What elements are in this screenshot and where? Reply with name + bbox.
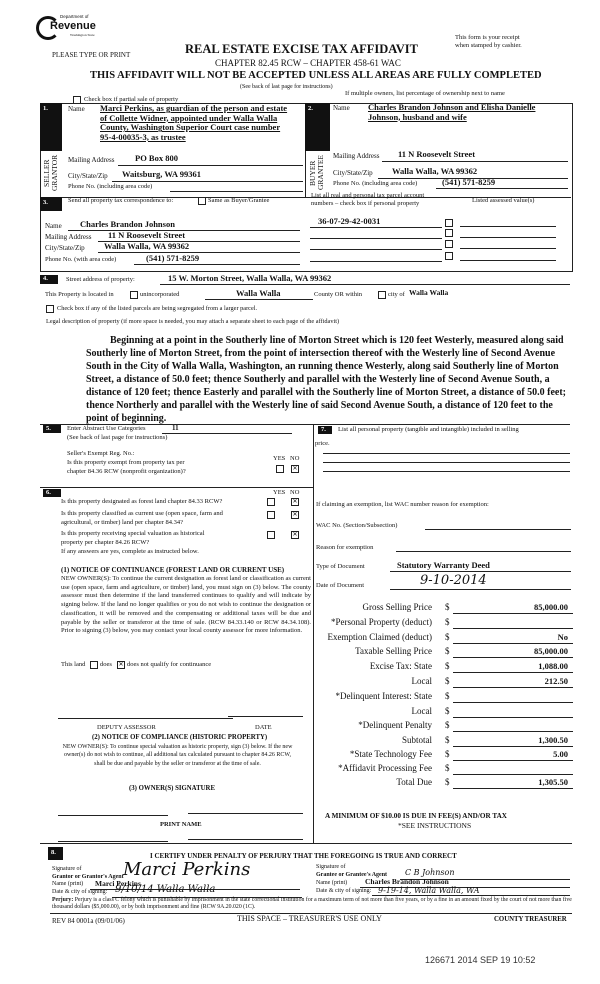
- exemption-claim-label: If claiming an exemption, list WAC number reason for exemption:: [316, 501, 489, 508]
- buyer-grantee-label: BUYER GRANTEE: [308, 155, 325, 191]
- grantee-signature[interactable]: C B Johnson: [405, 868, 455, 877]
- finance-label: Local: [411, 676, 432, 686]
- personal-property-checkbox[interactable]: [445, 240, 453, 248]
- minimum-due-note: A MINIMUM OF $10.00 IS DUE IN FEE(S) AND/OR TAX: [325, 812, 507, 820]
- historic-question: Is this property receiving special valuation as historical: [61, 530, 205, 537]
- please-type: PLEASE TYPE OR PRINT: [52, 51, 131, 59]
- grantee-agent-label: Grantee or Grantee's Agent: [316, 872, 388, 878]
- buyer-phone-label: Phone No. (including area code): [333, 180, 418, 187]
- finance-value[interactable]: 85,000.00: [534, 646, 568, 656]
- document-date-value[interactable]: 9-10-2014: [420, 573, 487, 588]
- grantee-signature-label: Signature of: [316, 864, 346, 870]
- assessed-value-label: Listed assessed value(s): [472, 197, 535, 204]
- exempt-question: Is this property exempt from property tax per: [67, 459, 185, 466]
- finance-underline: [453, 628, 573, 629]
- parcel-list-label: List all real and personal tax parcel account: [311, 192, 425, 199]
- seller-mail-label: Mailing Address: [68, 156, 115, 164]
- print-name-label: PRINT NAME: [160, 821, 202, 828]
- finance-label: *Delinquent Interest: State: [335, 691, 432, 701]
- send-correspondence-label: Send all property tax correspondence to:: [68, 197, 174, 204]
- buyer-city-value[interactable]: Walla Walla, WA 99362: [392, 166, 478, 176]
- document-date-label: Date of Document: [316, 582, 365, 589]
- unincorporated-label: unincorporated: [140, 291, 180, 298]
- same-as-buyer-label: Same as Buyer/Grantee: [208, 197, 270, 204]
- deputy-date-label: DATE: [255, 724, 272, 731]
- seller-phone-label: Phone No. (including area code): [68, 183, 153, 190]
- finance-label: *Affidavit Processing Fee: [338, 763, 432, 773]
- if-yes-note: If any answers are yes, complete as instructed below.: [61, 548, 199, 555]
- forest-land-question: Is this property designated as forest land chapter 84.33 RCW?: [61, 498, 223, 505]
- buyer-mail-label: Mailing Address: [333, 152, 380, 160]
- finance-label: Subtotal: [401, 735, 432, 745]
- finance-underline: [453, 657, 573, 658]
- does-label: does: [100, 661, 112, 668]
- form-revision: REV 84 0001a (09/01/06): [52, 917, 125, 925]
- county-value[interactable]: Walla Walla: [236, 288, 281, 298]
- seller-city-label: City/State/Zip: [68, 172, 108, 180]
- finance-value[interactable]: 1,305.50: [538, 777, 568, 787]
- finance-value[interactable]: 212.50: [544, 676, 568, 686]
- grantee-name-print-label: Name (print): [316, 880, 348, 886]
- exempt-question-2: chapter 84.36 RCW (nonprofit organization)?: [67, 468, 186, 475]
- dollar-sign: $: [445, 602, 450, 612]
- receipt-note: This form is your receipt: [455, 34, 520, 41]
- perjury-label: Perjury:: [52, 897, 74, 903]
- dollar-sign: $: [445, 706, 450, 716]
- treasurer-use-label: THIS SPACE – TREASURER'S USE ONLY: [237, 914, 382, 923]
- buyer-name-label: Name: [333, 104, 350, 112]
- finance-underline: [453, 672, 573, 673]
- exemption-reason-label: Reason for exemption: [316, 544, 374, 551]
- logo-wordmark: Revenue: [50, 20, 96, 32]
- section-4-label: 4.: [40, 275, 58, 284]
- perjury-text: Perjury is a class C felony which is punishable by imprisonment in the state correctional institution for a maximum term of not more than five years, or by a fine in an amount fixed by the court of not more than five thousand dollars ($5,000.00), or by both imprisonment and fine (RCW 9A.20.020 (1C).: [52, 897, 572, 911]
- does-not-label: does not qualify for continuance: [127, 661, 212, 668]
- finance-underline: [453, 746, 573, 747]
- finance-underline: [453, 643, 573, 644]
- seller-name-line: County, Washington Superior Court case number: [100, 122, 281, 133]
- treasurer-stamp: 126671 2014 SEP 19 10:52: [425, 955, 536, 965]
- notice-continuance-text: NEW OWNER(S): To continue the current designation as forest land or classification as current use (open space, farm and agriculture, or timber) land, you must sign on (3) below. The county assessor must then determine if the land transferred continues to qualify and will indicate by signing below. If the land no longer qualifies or you do not wish to continue the designation or classification, it will be removed and the compensating or additional taxes will be due and payable by the seller or transferor at the time of sale. (RCW 84.33.140 or RCW 84.34.108). Prior to signing (3) below, you may contact your local county assessor for more information.: [61, 575, 311, 635]
- forest-yes-checkbox[interactable]: [267, 498, 275, 506]
- perjury-notice: [52, 897, 572, 911]
- grantor-date-city-label: Date & city of signing:: [52, 889, 108, 895]
- section-1-label: 1.: [40, 103, 62, 151]
- unincorporated-checkbox[interactable]: [130, 291, 138, 299]
- segregated-checkbox[interactable]: [46, 305, 54, 313]
- current-use-yes-checkbox[interactable]: [267, 511, 275, 519]
- tax-city-value[interactable]: Walla Walla, WA 99362: [104, 241, 190, 251]
- street-address-label: Street address of property:: [66, 276, 135, 283]
- finance-underline: [453, 702, 573, 703]
- yes-header: YES: [273, 489, 286, 496]
- notice-continuance-title: (1) NOTICE OF CONTINUANCE (FOREST LAND OR CURRENT USE): [61, 566, 285, 574]
- grantor-date-city-value[interactable]: 9/10/14 Walla Walla: [115, 884, 216, 895]
- multiple-owners-note: If multiple owners, list percentage of ownership next to name: [345, 90, 505, 97]
- dollar-sign: $: [445, 735, 450, 745]
- buyer-name-line: Charles Brandon Johnson and Elisha Danielle: [368, 102, 536, 112]
- does-not-qualify-checkbox-checked[interactable]: ✕: [118, 662, 124, 668]
- finance-label: Local: [411, 706, 432, 716]
- dollar-sign: $: [445, 617, 450, 627]
- dollar-sign: $: [445, 720, 450, 730]
- form-chapter: CHAPTER 82.45 RCW – CHAPTER 458-61 WAC: [215, 58, 401, 68]
- grantor-agent-label: Grantor or Grantor's Agent: [52, 874, 124, 880]
- county-treasurer-label: COUNTY TREASURER: [494, 916, 567, 923]
- exempt-no-checkbox-checked[interactable]: ✕: [292, 466, 298, 472]
- finance-label: *Personal Property (deduct): [331, 617, 432, 627]
- logo-sub: Washington State: [70, 33, 95, 37]
- grantee-date-city-value[interactable]: 9-19-14, Walla Walla, WA: [378, 886, 480, 895]
- personal-property-label: List all personal property (tangible and intangible) included in selling: [338, 426, 519, 433]
- notice-compliance-text: NEW OWNER(S): To continue special valuation as historic property, sign (3) below. If the new owner(s) do not wish to continue, all additional tax calculated pursuant to chapter 84.26 RCW, shall be due and payable by the seller or transferor at the time of sale.: [62, 744, 293, 767]
- dollar-sign: $: [445, 646, 450, 656]
- finance-label: *State Technology Fee: [349, 749, 432, 759]
- seller-name-label: Name: [68, 105, 85, 113]
- finance-label: Total Due: [396, 777, 432, 787]
- dollar-sign: $: [445, 691, 450, 701]
- buyer-name-line: Johnson, husband and wife: [368, 111, 467, 122]
- finance-value[interactable]: 1,300.50: [538, 735, 568, 745]
- legal-description-text: Beginning at a point in the Southerly line of Morton Street which is 120 feet Westerly, measured along said Southerly line of Morton Street, from the point of intersection thereof with the Westerly line of Second Avenue South in the City of Walla Walla, Washington, an running thence Westerly, along said Southerly line of Morton Street, a distance of 50.0 feet; thence Southerly and parallel with the Westerly line of Second Avenue South, a distance of 120 feet; thence Easterly and parallel with the Southerly line of Morton Street, a distance of 50.0 feet; thence Northerly and parallel with the Westerly line of said Second Avenue South, a distance of 120 feet to the point of beginning.: [86, 335, 567, 424]
- wac-number-label: WAC No. (Section/Subsection): [316, 522, 398, 529]
- finance-value[interactable]: No: [557, 632, 568, 642]
- seller-grantor-label: SELLER GRANTOR: [42, 154, 59, 192]
- historic-yes-checkbox[interactable]: [267, 531, 275, 539]
- yes-header: YES: [273, 455, 286, 462]
- legal-description-label: Legal description of property (if more space is needed, you may attach a separate sheet to each page of the affidavit): [46, 318, 340, 325]
- finance-underline: [453, 717, 573, 718]
- logo-text: Department of: [60, 14, 89, 19]
- abstract-use-label: Enter Abstract Use Categories: [67, 425, 146, 432]
- segregated-label: Check box if any of the listed parcels are being segregated from a larger parcel.: [57, 305, 258, 312]
- no-header: NO: [290, 455, 300, 462]
- grantor-signature-label: Signature of: [52, 866, 82, 872]
- historic-question-2: property per chapter 84.26 RCW?: [61, 539, 150, 546]
- grantor-name-value[interactable]: Marci Perkins: [95, 879, 141, 888]
- personal-property-checkbox[interactable]: [445, 229, 453, 237]
- dollar-sign: $: [445, 749, 450, 759]
- city-value[interactable]: Walla Walla: [409, 288, 449, 297]
- current-use-question: Is this property classified as current use (open space, farm and: [61, 510, 223, 517]
- seller-name-line: 95-4-00035-3, as trustee: [100, 131, 186, 142]
- document-type-value[interactable]: Statutory Warranty Deed: [397, 560, 490, 570]
- see-back-label: (See back of last page for instructions): [67, 434, 168, 441]
- dollar-sign: $: [445, 632, 450, 642]
- grantee-date-city-label: Date & city of signing:: [316, 888, 372, 894]
- dor-logo: [36, 12, 106, 44]
- current-use-no-checkbox-checked[interactable]: ✕: [292, 512, 298, 518]
- same-as-buyer-checkbox[interactable]: [198, 197, 206, 205]
- parcel-list-label-2: numbers – check box if personal property: [311, 200, 420, 207]
- within-city-checkbox[interactable]: [378, 291, 386, 299]
- section-7-label: 7.: [318, 426, 332, 434]
- form-title: REAL ESTATE EXCISE TAX AFFIDAVIT: [185, 42, 418, 56]
- tax-phone-value[interactable]: (541) 571-8259: [146, 253, 200, 263]
- seller-name-line: Marci Perkins, as guardian of the person and estate: [100, 103, 288, 113]
- finance-value[interactable]: 1,088.00: [538, 661, 568, 671]
- tax-phone-label: Phone No. (with area code): [45, 256, 117, 263]
- seller-city-value[interactable]: Waitsburg, WA 99361: [122, 169, 201, 179]
- personal-property-checkbox[interactable]: [445, 252, 453, 260]
- buyer-name: [368, 103, 535, 122]
- city-of-label: city of: [388, 291, 405, 298]
- buyer-city-label: City/State/Zip: [333, 169, 373, 177]
- section-2-label: 2.: [305, 103, 330, 151]
- deputy-assessor-label: DEPUTY ASSESSOR: [97, 724, 156, 731]
- grantee-name-value[interactable]: Charles Brandon Johnson: [365, 877, 449, 886]
- finance-label: Excise Tax: State: [369, 661, 432, 671]
- finance-value[interactable]: 85,000.00: [534, 602, 568, 612]
- personal-property-label-2: price.: [315, 440, 330, 447]
- see-back-note: (See back of last page for instructions): [240, 84, 333, 90]
- tax-city-label: City/State/Zip: [45, 244, 85, 252]
- section-5-label: 5.: [43, 425, 61, 433]
- finance-value[interactable]: 5.00: [553, 749, 568, 759]
- dollar-sign: $: [445, 676, 450, 686]
- certify-statement: I CERTIFY UNDER PENALTY OF PERJURY THAT THE FOREGOING IS TRUE AND CORRECT: [150, 852, 457, 860]
- finance-label: Exemption Claimed (deduct): [327, 632, 432, 642]
- document-type-label: Type of Document: [316, 563, 365, 570]
- dollar-sign: $: [445, 661, 450, 671]
- finance-label: Taxable Selling Price: [355, 646, 432, 656]
- buyer-phone-value[interactable]: (541) 571-8259: [442, 177, 496, 187]
- finance-label: *Delinquent Penalty: [358, 720, 432, 730]
- finance-underline: [453, 613, 573, 614]
- finance-underline: [453, 731, 573, 732]
- tax-mail-label: Mailing Address: [45, 233, 92, 241]
- section-6-label: 6.: [43, 489, 61, 497]
- warning-banner: THIS AFFIDAVIT WILL NOT BE ACCEPTED UNLESS ALL AREAS ARE FULLY COMPLETED: [90, 70, 542, 81]
- this-land-label: This land: [61, 661, 86, 668]
- forest-no-checkbox-checked[interactable]: ✕: [292, 499, 298, 505]
- located-label: This Property is located in: [45, 291, 114, 298]
- section-3-label: 3.: [40, 197, 62, 211]
- tax-name-value[interactable]: Charles Brandon Johnson: [80, 219, 175, 229]
- parcel-number[interactable]: 36-07-29-42-0031: [318, 216, 381, 226]
- section-8-label: 8.: [48, 847, 63, 860]
- finance-label: Gross Selling Price: [362, 602, 432, 612]
- tax-name-label: Name: [45, 222, 62, 230]
- partial-sale-label: Check box if partial sale of property: [84, 96, 179, 103]
- finance-underline: [453, 788, 573, 789]
- street-address-value[interactable]: 15 W. Morton Street, Walla Walla, WA 99362: [168, 273, 332, 283]
- seller-name-line: of Collette Widner, appointed under Walla Walla: [100, 112, 278, 123]
- finance-underline: [453, 760, 573, 761]
- dollar-sign: $: [445, 763, 450, 773]
- dollar-sign: $: [445, 777, 450, 787]
- historic-no-checkbox-checked[interactable]: ✕: [292, 532, 298, 538]
- tax-mail-value[interactable]: 11 N Roosevelt Street: [108, 230, 186, 240]
- receipt-note-2: when stamped by cashier.: [455, 42, 522, 49]
- see-instructions-note: *SEE INSTRUCTIONS: [398, 821, 472, 830]
- finance-underline: [453, 774, 573, 775]
- seller-name: [100, 104, 287, 142]
- notice-compliance-title: (2) NOTICE OF COMPLIANCE (HISTORIC PROPERTY): [92, 734, 268, 741]
- seller-mail-value[interactable]: PO Box 800: [135, 153, 178, 163]
- owner-signature-label: (3) OWNER(S) SIGNATURE: [129, 785, 215, 792]
- exempt-reg-label: Seller's Exempt Reg. No.:: [67, 450, 135, 457]
- grantor-signature[interactable]: Marci Perkins: [123, 859, 251, 880]
- personal-property-checkbox[interactable]: [445, 219, 453, 227]
- exempt-yes-checkbox[interactable]: [276, 465, 284, 473]
- buyer-mail-value[interactable]: 11 N Roosevelt Street: [398, 149, 476, 159]
- abstract-use-value[interactable]: 11: [172, 424, 179, 432]
- finance-underline: [453, 687, 573, 688]
- does-qualify-checkbox[interactable]: [90, 661, 98, 669]
- grantor-name-print-label: Name (print): [52, 881, 84, 887]
- no-header: NO: [290, 489, 300, 496]
- county-or-label: County OR within: [314, 291, 363, 298]
- current-use-question-2: agricultural, or timber) land per chapter 84.34?: [61, 519, 184, 526]
